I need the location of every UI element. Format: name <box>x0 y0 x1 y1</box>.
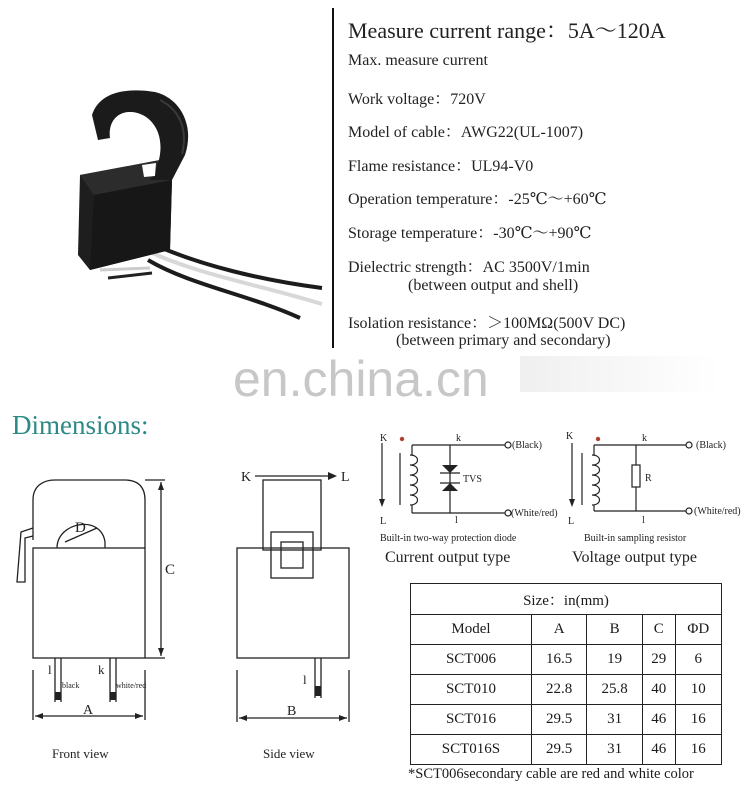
front-label-a: A <box>83 703 94 718</box>
current-output-circuit <box>370 425 560 545</box>
table-cell: 16 <box>675 735 721 765</box>
watermark-band <box>520 356 720 392</box>
table-header-row <box>411 615 722 645</box>
vo-label-k: k <box>642 433 647 444</box>
spec-current-range: Measure current range：5A～120A <box>348 18 666 43</box>
table-cell: SCT016S <box>411 735 532 765</box>
front-label-k: k <box>98 662 105 677</box>
vo-label-white-red: (White/red) <box>694 506 741 517</box>
table-cell: SCT016 <box>411 705 532 735</box>
table-cell: 29 <box>642 645 675 675</box>
ci-label-white-red: (White/red) <box>511 508 558 519</box>
voltage-circuit-note: Built-in sampling resistor <box>584 533 687 544</box>
ci-label-tvs: TVS <box>463 474 482 485</box>
table-cell: 29.5 <box>531 735 587 765</box>
front-view-caption: Front view <box>52 746 109 761</box>
front-label-c: C <box>165 562 176 578</box>
table-cell: SCT006 <box>411 645 532 675</box>
spec-isolation-note: (between primary and secondary) <box>396 332 611 349</box>
table-title-row <box>411 584 722 615</box>
table-cell: 16.5 <box>531 645 587 675</box>
table-cell: 25.8 <box>587 675 643 705</box>
spec-max-current: Max. measure current <box>348 52 488 69</box>
spec-dielectric: Dielectric strength：AC 3500V/1min <box>348 259 590 276</box>
front-label-d: D <box>75 520 86 536</box>
voltage-output-circuit <box>560 425 750 545</box>
table-cell: 46 <box>642 705 675 735</box>
spec-cable-model: Model of cable：AWG22(UL-1007) <box>348 124 584 141</box>
spec-storage-temp: Storage temperature：-30℃～+90℃ <box>348 225 592 242</box>
vo-label-l: l <box>642 515 645 526</box>
table-title: Size：in(mm) <box>411 584 722 615</box>
spec-work-voltage: Work voltage：720V <box>348 91 486 108</box>
dimensions-title: Dimensions: <box>12 410 149 440</box>
table-header: ΦD <box>675 615 721 645</box>
size-table <box>410 583 722 765</box>
ci-label-k: k <box>456 433 461 444</box>
table-cell: 29.5 <box>531 705 587 735</box>
watermark: en.china.cn <box>233 351 489 407</box>
table-cell: 31 <box>587 705 643 735</box>
side-label-k: K <box>241 470 252 485</box>
ci-label-black: (Black) <box>512 440 542 451</box>
spec-divider <box>332 8 334 348</box>
vo-label-r: R <box>645 473 652 484</box>
current-output-caption: Current output type <box>385 549 511 566</box>
table-cell: 10 <box>675 675 721 705</box>
table-cell: 31 <box>587 735 643 765</box>
side-label-b: B <box>287 704 297 719</box>
table-footnote: *SCT006secondary cable are red and white color <box>408 766 694 782</box>
front-view-drawing <box>15 470 185 730</box>
voltage-output-caption: Voltage output type <box>572 549 698 566</box>
table-row <box>411 735 722 765</box>
front-label-black: black <box>62 681 80 690</box>
table-row <box>411 645 722 675</box>
spec-flame-resistance: Flame resistance：UL94-V0 <box>348 158 534 175</box>
table-header: C <box>642 615 675 645</box>
vo-label-L: L <box>568 516 575 527</box>
ci-label-K: K <box>380 433 388 444</box>
front-label-white-red: white/red <box>116 681 147 690</box>
front-label-l: l <box>48 662 52 677</box>
current-circuit-note: Built-in two-way protection diode <box>380 533 517 544</box>
table-cell: 22.8 <box>531 675 587 705</box>
side-view-caption: Side view <box>263 746 315 761</box>
product-photo <box>60 80 330 330</box>
side-label-l: L <box>341 470 350 485</box>
table-header: B <box>587 615 643 645</box>
side-view-drawing <box>225 460 365 730</box>
table-cell: 40 <box>642 675 675 705</box>
vo-label-black: (Black) <box>696 440 726 451</box>
spec-dielectric-note: (between output and shell) <box>408 277 579 294</box>
spec-isolation: Isolation resistance：＞100MΩ(500V DC) <box>348 315 626 332</box>
table-cell: SCT010 <box>411 675 532 705</box>
table-row <box>411 705 722 735</box>
side-label-lead: l <box>303 672 307 687</box>
spec-operation-temp: Operation temperature：-25℃～+60℃ <box>348 191 607 208</box>
table-cell: 19 <box>587 645 643 675</box>
vo-label-K: K <box>566 431 574 442</box>
table-cell: 46 <box>642 735 675 765</box>
table-row <box>411 675 722 705</box>
table-header: A <box>531 615 587 645</box>
table-cell: 16 <box>675 705 721 735</box>
ci-label-l: l <box>455 515 458 526</box>
ci-label-L: L <box>380 516 387 527</box>
table-header: Model <box>411 615 532 645</box>
table-cell: 6 <box>675 645 721 675</box>
